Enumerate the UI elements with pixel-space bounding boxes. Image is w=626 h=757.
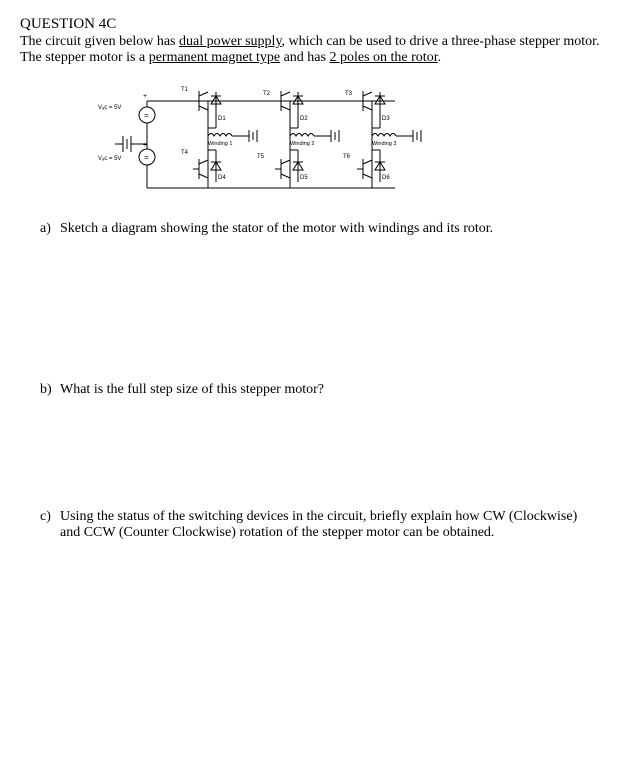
question-intro — [20, 34, 610, 66]
d3-label: D3 — [382, 116, 390, 122]
t4-label: T4 — [181, 150, 189, 156]
supply-bottom-label: Vₐc = 5V — [98, 156, 122, 162]
part-a-text: Sketch a diagram showing the stator of the motor with windings and its rotor. — [60, 221, 494, 236]
part-a-label: a) — [40, 221, 51, 236]
d5-label: D5 — [300, 175, 308, 181]
winding-1-label: Winding 1 — [208, 141, 233, 147]
d6-label: D6 — [382, 175, 390, 181]
supply-bottom-plus: + — [143, 142, 148, 149]
winding-2-label: Winding 2 — [290, 141, 315, 147]
part-c-text: Using the status of the switching devices in the circuit, briefly explain how CW (Clockwise) and CCW (Counter Clockwise) rotation of the stepper motor can be obtained. — [60, 509, 578, 540]
t1-label: T1 — [181, 87, 189, 93]
t5-label: T5 — [257, 154, 265, 160]
source-top-symbol: = — [144, 111, 149, 120]
t3-label: T3 — [345, 91, 353, 97]
part-c-label: c) — [40, 509, 51, 524]
d4-label: D4 — [218, 175, 226, 181]
question-title: QUESTION 4C — [20, 16, 117, 32]
intro-text-4: . — [437, 50, 442, 65]
t6-label: T6 — [343, 154, 351, 160]
source-bottom-symbol: = — [144, 153, 149, 162]
part-b-label: b) — [40, 382, 52, 397]
intro-text-1: The circuit given below has — [20, 34, 180, 49]
intro-underline-poles: 2 poles on the rotor — [329, 50, 438, 65]
intro-text-3: and has — [280, 50, 330, 65]
intro-text-2: , which can be used to drive a three-phase stepper motor. The stepper motor is a — [20, 34, 600, 65]
part-a — [40, 221, 580, 237]
inverter-circuit-diagram — [95, 84, 445, 194]
d1-label: D1 — [218, 116, 226, 122]
supply-top-label: Vₐc = 5V — [98, 105, 122, 111]
supply-top-plus: + — [143, 93, 148, 100]
part-b-text: What is the full step size of this stepper motor? — [60, 382, 324, 397]
t2-label: T2 — [263, 91, 271, 97]
d2-label: D2 — [300, 116, 308, 122]
intro-underline-dual-supply: dual power supply — [179, 34, 282, 49]
intro-underline-motor-type: permanent magnet type — [148, 50, 281, 65]
part-b — [40, 382, 580, 398]
part-c — [40, 509, 580, 541]
winding-3-label: Winding 3 — [372, 141, 397, 147]
